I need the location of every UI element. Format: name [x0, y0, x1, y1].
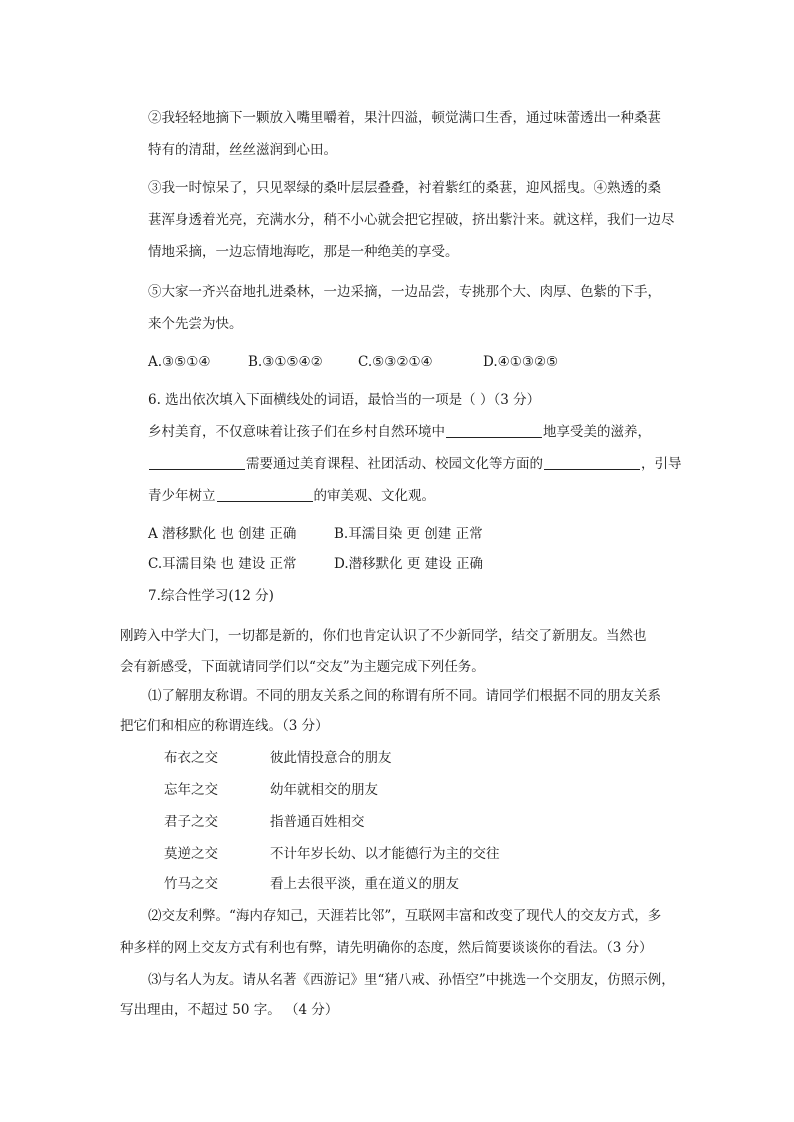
q6-options-row1 [148, 524, 483, 544]
q5-option-d: D.④①③②⑤ [483, 354, 559, 370]
q6-text-2b: 需要通过美育课程、社团活动、校园文化等方面的 [246, 456, 543, 472]
passage-sentence-5-line2: 来个先尝为快。 [148, 316, 243, 332]
q5-option-c: C.⑤③②①④ [358, 354, 433, 370]
q7-title: 7.综合性学习(12 分) [148, 588, 274, 604]
q6-stem: 6. 选出依次填入下面横线处的词语，最恰当的一项是（ ）（3 分） [148, 392, 541, 408]
q6-text-3b: 的审美观、文化观。 [313, 488, 435, 504]
passage-sentence-3-line3: 情地采摘，一边忘情地海吃，那是一种绝美的享受。 [148, 244, 459, 260]
q6-text-1b: 地享受美的滋养， [543, 424, 651, 440]
match-row [164, 844, 500, 864]
match-term[interactable]: 布衣之交 [164, 750, 218, 766]
q6-option-a: A 潜移默化 也 创建 正确 [148, 526, 297, 542]
q5-option-a: A.③⑤①④ [148, 354, 211, 370]
match-definition[interactable]: 幼年就相交的朋友 [270, 782, 378, 798]
q7-part3-line2: 写出理由，不超过 50 字。 （4 分） [120, 1002, 339, 1018]
match-term[interactable]: 忘年之交 [164, 782, 218, 798]
q7-part1-line1: ⑴了解朋友称谓。不同的朋友关系之间的称谓有所不同。请同学们根据不同的朋友关系 [148, 688, 661, 704]
answer-blank-2[interactable] [149, 455, 245, 470]
passage-sentence-3-line2: 葚浑身透着光亮，充满水分，稍不小心就会把它捏破，挤出紫汁来。就这样，我们一边尽 [148, 212, 675, 228]
passage-sentence-2-line1: ②我轻轻地摘下一颗放入嘴里嚼着，果汁四溢，顿觉满口生香，通过味蕾透出一种桑葚 [148, 110, 661, 126]
q6-text-line1 [148, 422, 651, 442]
q6-text-line3 [148, 486, 435, 506]
q6-text-1a: 乡村美育，不仅意味着让孩子们在乡村自然环境中 [148, 424, 445, 440]
match-row [164, 812, 365, 832]
passage-sentence-5-line1: ⑤大家一齐兴奋地扎进桑林，一边采摘，一边品尝，专挑那个大、肉厚、色紫的下手， [148, 284, 661, 300]
q6-text-3a: 青少年树立 [148, 488, 216, 504]
q7-intro-line1: 刚跨入中学大门，一切都是新的，你们也肯定认识了不少新同学，结交了新朋友。当然也 [120, 628, 647, 644]
answer-blank-1[interactable] [446, 423, 542, 438]
answer-blank-4[interactable] [217, 487, 313, 502]
q7-part3-line1: ⑶与名人为友。请从名著《西游记》里“猪八戒、孙悟空”中挑选一个交朋友，仿照示例， [148, 972, 675, 988]
q7-intro-line2: 会有新感受，下面就请同学们以“交友”为主题完成下列任务。 [120, 659, 485, 675]
q6-text-line2 [148, 454, 682, 474]
match-row [164, 748, 392, 768]
q6-text-2c: ，引导 [641, 456, 682, 472]
match-row [164, 780, 378, 800]
q6-options-row2 [148, 554, 483, 574]
match-definition[interactable]: 彼此情投意合的朋友 [270, 750, 392, 766]
q6-option-c: C.耳濡目染 也 建设 正常 [148, 556, 297, 572]
answer-blank-3[interactable] [544, 455, 640, 470]
passage-sentence-2-line2: 特有的清甜，丝丝滋润到心田。 [148, 142, 337, 158]
match-definition[interactable]: 指普通百姓相交 [270, 814, 365, 830]
q6-option-d: D.潜移默化 更 建设 正确 [334, 556, 484, 572]
q6-option-b: B.耳濡目染 更 创建 正常 [334, 526, 483, 542]
passage-sentence-3-line1: ③我一时惊呆了，只见翠绿的桑叶层层叠叠，衬着紫红的桑葚，迎风摇曳。④熟透的桑 [148, 180, 661, 196]
match-row [164, 874, 459, 894]
match-term[interactable]: 竹马之交 [164, 876, 218, 892]
q7-part1-line2: 把它们和相应的称谓连线。（3 分） [120, 718, 329, 734]
q5-option-b: B.③①⑤④② [248, 354, 323, 370]
q7-part2-line2: 种多样的网上交友方式有利也有弊，请先明确你的态度，然后简要谈谈你的看法。（3 分） [120, 940, 653, 956]
match-term[interactable]: 莫逆之交 [164, 846, 218, 862]
match-term[interactable]: 君子之交 [164, 814, 218, 830]
match-definition[interactable]: 不计年岁长幼、以才能德行为主的交往 [270, 846, 500, 862]
match-definition[interactable]: 看上去很平淡，重在道义的朋友 [270, 876, 459, 892]
q7-part2-line1: ⑵交友利弊。“海内存知己，天涯若比邻”，互联网丰富和改变了现代人的交友方式，多 [148, 908, 662, 924]
q5-options [148, 352, 558, 372]
